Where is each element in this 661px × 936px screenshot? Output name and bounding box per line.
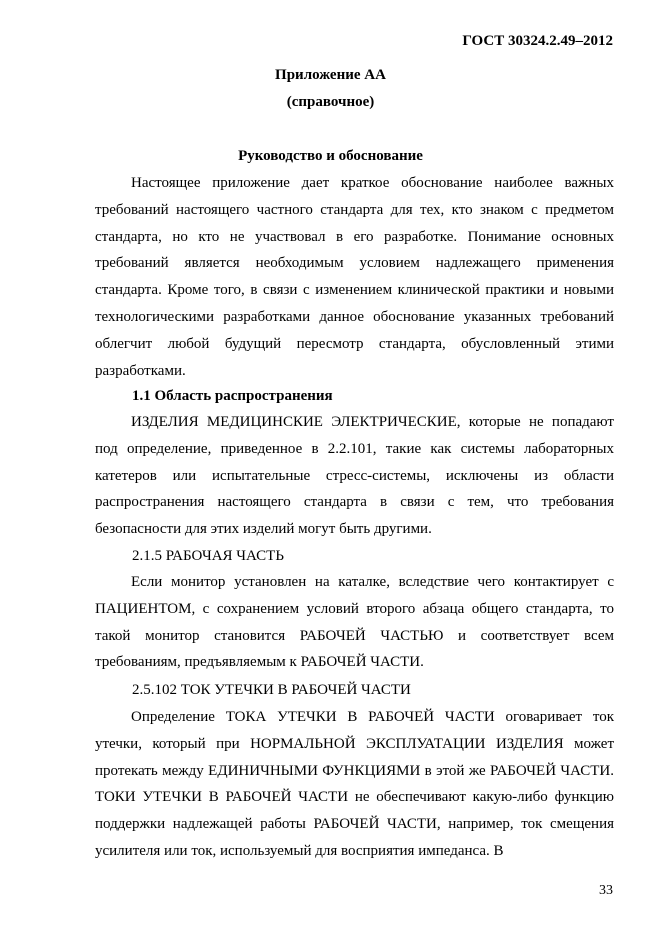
leakage-current-heading: 2.5.102 ТОК УТЕЧКИ В РАБОЧЕЙ ЧАСТИ	[132, 682, 411, 698]
scope-paragraph: ИЗДЕЛИЯ МЕДИЦИНСКИЕ ЭЛЕКТРИЧЕСКИЕ, которые не попадают под определение, приведенное в 2.2.101, такие как системы лабораторных катетеров или испытательные стресс-системы, исключены из области распространения настоящего стандарта в связи с тем, что требования безопасности для этих изделий могут быть другими.	[95, 414, 614, 538]
document-code: ГОСТ 30324.2.49–2012	[462, 33, 613, 49]
leakage-current-paragraph: Определение ТОКА УТЕЧКИ В РАБОЧЕЙ ЧАСТИ оговаривает ток утечки, который при НОРМАЛЬНОЙ ЭКСПЛУАТАЦИИ ИЗДЕЛИЯ может протекать между ЕДИНИЧНЫМИ ФУНКЦИЯМИ в этой же РАБОЧЕЙ ЧАСТИ. ТОКИ УТЕЧКИ В РАБОЧЕЙ ЧАСТИ не обеспечивают какую-либо функцию поддержки надлежащей работы РАБОЧЕЙ ЧАСТИ, например, ток смещения усилителя или ток, используемый для восприятия импеданса. В	[95, 709, 614, 859]
applied-part-paragraph: Если монитор установлен на каталке, вследствие чего контактирует с ПАЦИЕНТОМ, с сохранением условий второго абзаца общего стандарта, то такой монитор становится РАБОЧЕЙ ЧАСТЬЮ и соответствует всем требованиям, предъявляемым к РАБОЧЕЙ ЧАСТИ.	[95, 574, 614, 671]
applied-part-heading: 2.1.5 РАБОЧАЯ ЧАСТЬ	[132, 548, 284, 564]
intro-paragraph: Настоящее приложение дает краткое обоснование наиболее важных требований настоящего частного стандарта для тех, кто знаком с предметом стандарта, но кто не участвовал в его разработке. Понимание основных требований является необходимым условием надлежащего применения стандарта. Кроме того, в связи с изменением клинической практики и новыми технологическими разработками данное обоснование указанных требований облегчит любой будущий пересмотр стандарта, обусловленный этими разработками.	[95, 175, 614, 379]
section-title: Руководство и обоснование	[238, 148, 423, 164]
scope-heading: 1.1 Область распространения	[132, 388, 333, 404]
appendix-title: Приложение АА	[275, 67, 386, 83]
appendix-subtitle: (справочное)	[286, 94, 375, 110]
page-number: 33	[599, 883, 613, 898]
